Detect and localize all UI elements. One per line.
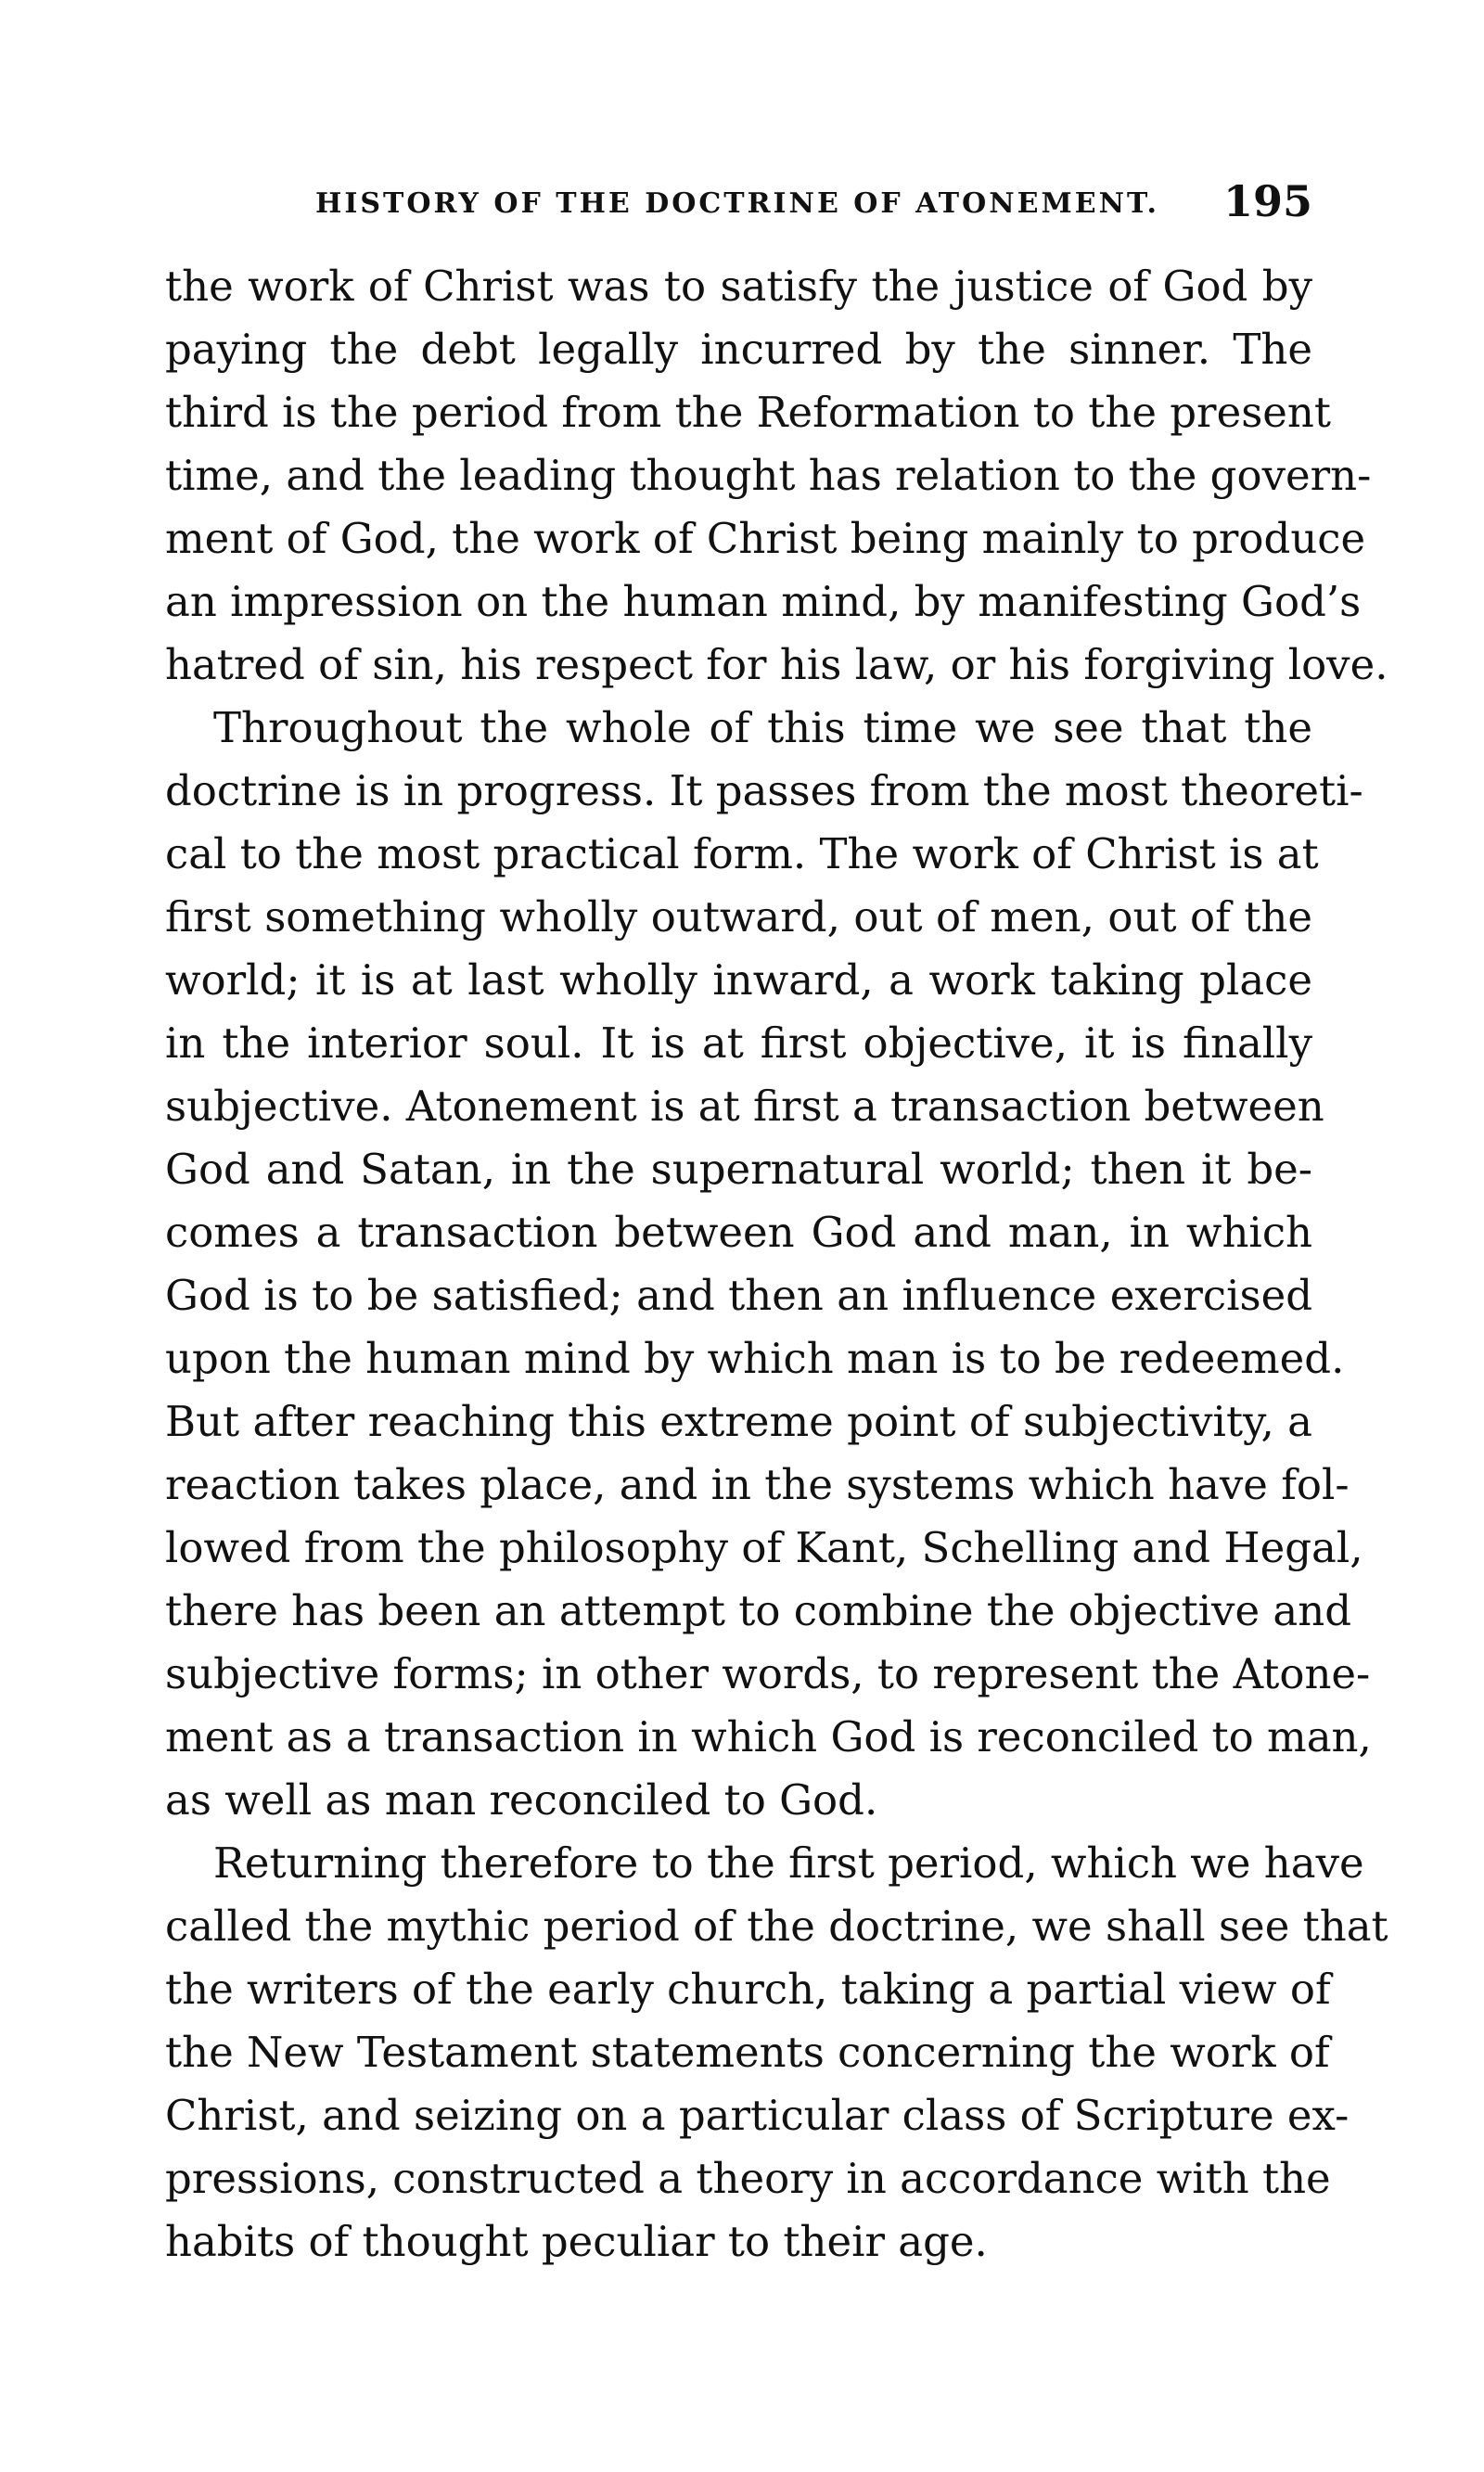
text-line: paying the debt legally incurred by the sinner. The [165, 325, 1312, 374]
page-number: 195 [1222, 176, 1312, 226]
running-header [315, 176, 1312, 232]
text-line: God and Satan, in the supernatural world; then it be- [165, 1145, 1312, 1194]
text-line: time, and the leading thought has relation to the govern- [165, 451, 1372, 500]
text-line: habits of thought peculiar to their age. [165, 2217, 988, 2266]
paragraph-2 [165, 697, 1372, 1832]
text-line: there has been an attempt to combine the objective and [165, 1586, 1352, 1635]
text-line: But after reaching this extreme point of subjectivity, a [165, 1397, 1312, 1446]
text-line: doctrine is in progress. It passes from the most theoreti- [165, 766, 1363, 815]
text-line: Christ, and seizing on a particular class of Scripture ex- [165, 2091, 1350, 2140]
text-line: ment of God, the work of Christ being mainly to produce [165, 514, 1366, 563]
text-line: pressions, constructed a theory in accordance with the [165, 2154, 1331, 2203]
text-line: hatred of sin, his respect for his law, or his forgiving love. [165, 640, 1388, 689]
paragraph-1 [165, 255, 1388, 697]
body-text [165, 255, 1388, 2273]
text-line: God is to be satisfied; and then an influence exercised [165, 1271, 1312, 1320]
paragraph-3 [165, 1832, 1388, 2273]
text-line: world; it is at last wholly inward, a work taking place [165, 955, 1312, 1005]
running-title: HISTORY OF THE DOCTRINE OF ATONEMENT. [315, 187, 1159, 220]
text-line: Throughout the whole of this time we see that the [213, 703, 1312, 752]
text-line: subjective. Atonement is at first a transaction between [165, 1082, 1324, 1131]
text-line: Returning therefore to the first period, which we have [213, 1838, 1364, 1888]
text-line: comes a transaction between God and man, in which [165, 1208, 1312, 1257]
text-line: as well as man reconciled to God. [165, 1775, 878, 1825]
text-line: third is the period from the Reformation to the present [165, 388, 1331, 437]
text-line: the work of Christ was to satisfy the justice of God by [165, 262, 1312, 311]
text-line: subjective forms; in other words, to represent the Atone- [165, 1649, 1371, 1698]
text-line: first something wholly outward, out of men, out of the [165, 892, 1312, 941]
text-line: in the interior soul. It is at first objective, it is finally [165, 1018, 1312, 1068]
text-line: the writers of the early church, taking a partial view of [165, 1965, 1331, 2014]
text-line: an impression on the human mind, by manifesting God’s [165, 577, 1362, 626]
text-line: lowed from the philosophy of Kant, Schelling and Hegal, [165, 1523, 1363, 1572]
text-line: reaction takes place, and in the systems which have fol- [165, 1460, 1350, 1509]
text-line: upon the human mind by which man is to be redeemed. [165, 1334, 1345, 1383]
text-line: ment as a transaction in which God is reconciled to man, [165, 1712, 1372, 1761]
text-line: called the mythic period of the doctrine, we shall see that [165, 1902, 1388, 1951]
text-line: cal to the most practical form. The work of Christ is at [165, 829, 1319, 878]
text-line: the New Testament statements concerning the work of [165, 2028, 1330, 2077]
